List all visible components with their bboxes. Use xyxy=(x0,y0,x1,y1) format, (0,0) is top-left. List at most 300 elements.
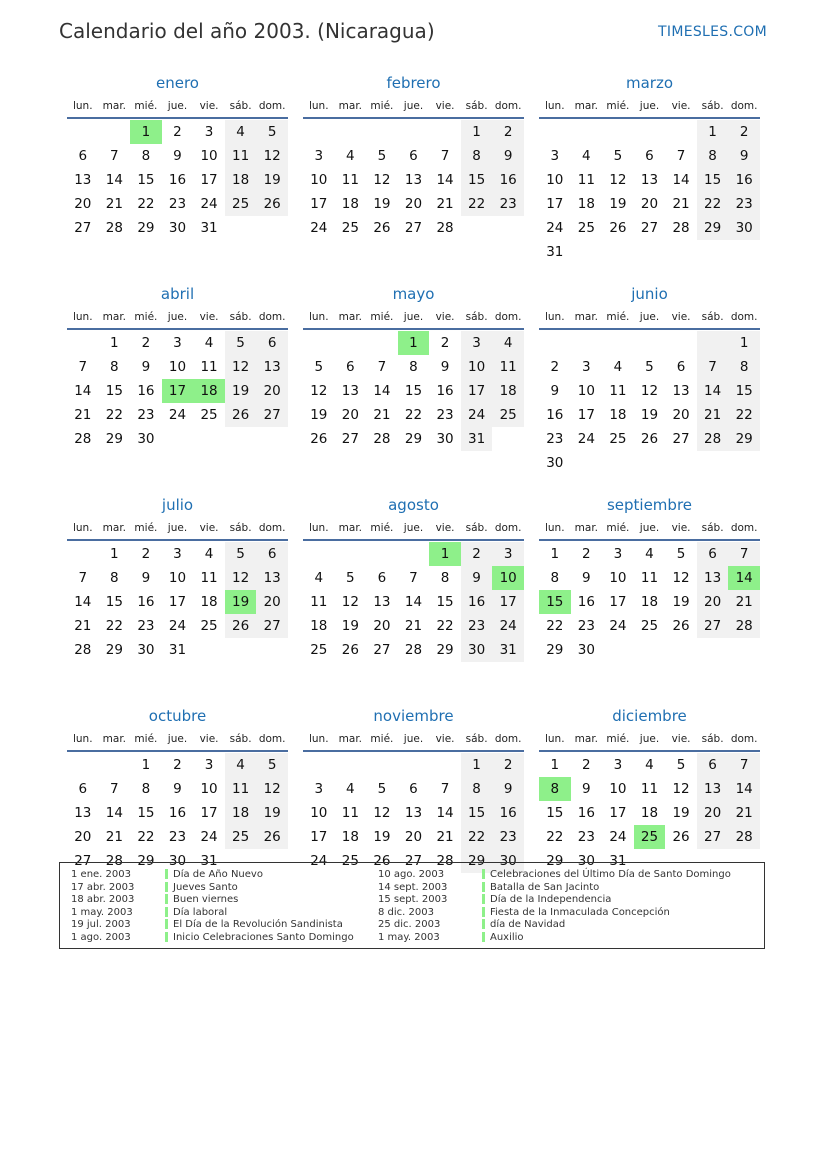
day-cell: 29 xyxy=(728,427,760,451)
day-cell: 2 xyxy=(440,335,450,351)
day-cell: 2 xyxy=(582,546,591,562)
day-cell: 8 xyxy=(141,781,151,797)
day-cell: 15 xyxy=(697,168,729,192)
weekday-label: jue. xyxy=(639,100,660,112)
weekday-label: mar. xyxy=(574,100,599,112)
day-cell: 9 xyxy=(440,359,450,375)
day-cell: 13 xyxy=(404,172,423,188)
weekday-label: sáb. xyxy=(229,733,252,745)
day-cell: 25 xyxy=(200,618,218,634)
day-cell: 18 xyxy=(341,196,359,212)
day-cell: 14 xyxy=(436,172,454,188)
weekday-label: vie. xyxy=(671,100,691,112)
day-cell: 28 xyxy=(728,614,760,638)
day-cell: 2 xyxy=(141,546,151,562)
page-title: Calendario del año 2003. (Nicaragua) xyxy=(59,19,435,43)
weekday-label: sáb. xyxy=(701,311,724,323)
day-cell: 12 xyxy=(373,805,391,821)
weekday-label: dom. xyxy=(258,100,286,112)
holiday-day-cell: 1 xyxy=(429,542,461,566)
day-cell: 16 xyxy=(577,805,595,821)
weekday-label: lun. xyxy=(308,100,329,112)
day-cell: 13 xyxy=(697,566,729,590)
day-cell: 24 xyxy=(577,431,595,447)
day-cell: 28 xyxy=(436,220,454,236)
day-cell: 3 xyxy=(492,542,524,566)
legend-date-text: 18 abr. 2003 xyxy=(71,894,135,905)
day-cell: 9 xyxy=(141,359,151,375)
day-cell: 29 xyxy=(546,642,564,658)
day-cell: 7 xyxy=(110,148,119,164)
day-cell: 11 xyxy=(341,172,359,188)
day-cell: 21 xyxy=(74,618,92,634)
legend-date xyxy=(378,894,447,907)
weekday-label: mié. xyxy=(606,522,630,534)
day-cell: 2 xyxy=(728,120,760,144)
day-cell: 28 xyxy=(728,825,760,849)
day-cell: 2 xyxy=(582,757,591,773)
empty-cell xyxy=(665,120,697,144)
legend-names-right xyxy=(482,869,731,944)
day-grid xyxy=(67,753,288,873)
month-name: agosto xyxy=(388,496,439,514)
weekday-header xyxy=(539,517,760,541)
weekday-header xyxy=(303,517,524,541)
holiday-color-marker xyxy=(482,919,485,929)
day-cell: 14 xyxy=(74,383,92,399)
weekday-label: sáb. xyxy=(465,100,488,112)
day-cell: 18 xyxy=(310,618,328,634)
month-name: junio xyxy=(631,285,668,303)
empty-cell xyxy=(398,542,430,566)
day-cell: 28 xyxy=(105,220,123,236)
day-cell: 4 xyxy=(346,781,355,797)
day-cell: 2 xyxy=(173,757,182,773)
weekday-label: mar. xyxy=(338,733,363,745)
day-cell: 18 xyxy=(640,805,659,821)
day-cell: 22 xyxy=(728,403,760,427)
day-cell: 24 xyxy=(492,614,524,638)
weekday-label: mié. xyxy=(606,311,630,323)
day-cell: 9 xyxy=(173,148,182,164)
empty-cell xyxy=(99,753,131,777)
weekday-label: mié. xyxy=(370,733,394,745)
day-cell: 17 xyxy=(200,805,218,821)
holiday-day-cell: 18 xyxy=(193,379,225,403)
weekday-label: vie. xyxy=(435,311,455,323)
day-cell: 11 xyxy=(640,781,659,797)
day-cell: 11 xyxy=(640,570,659,586)
day-cell: 13 xyxy=(373,594,391,610)
day-cell: 31 xyxy=(546,244,564,260)
month-name: marzo xyxy=(625,74,674,92)
holiday-color-marker xyxy=(482,882,485,892)
month-enero xyxy=(67,70,288,281)
day-cell: 8 xyxy=(461,144,493,168)
day-cell: 9 xyxy=(728,144,760,168)
brand-logo-text[interactable]: TIMESLES.COM xyxy=(658,24,767,40)
weekday-label: vie. xyxy=(671,733,691,745)
day-cell: 28 xyxy=(672,220,690,236)
day-cell: 20 xyxy=(74,196,92,212)
holiday-color-marker xyxy=(482,932,485,942)
day-cell: 28 xyxy=(105,853,123,869)
day-cell: 18 xyxy=(341,829,359,845)
day-cell: 6 xyxy=(78,148,88,164)
day-cell: 9 xyxy=(582,781,591,797)
month-abril xyxy=(67,281,288,492)
weekday-label: mar. xyxy=(338,311,363,323)
day-cell: 14 xyxy=(74,594,92,610)
weekday-label: lun. xyxy=(308,522,329,534)
weekday-label: jue. xyxy=(403,733,424,745)
day-cell: 30 xyxy=(168,220,187,236)
month-name: febrero xyxy=(386,74,441,92)
day-cell: 18 xyxy=(225,801,257,825)
day-cell: 30 xyxy=(461,638,493,662)
day-cell: 10 xyxy=(200,781,218,797)
day-cell: 10 xyxy=(310,805,328,821)
day-cell: 16 xyxy=(168,172,187,188)
weekday-label: mar. xyxy=(338,522,363,534)
empty-cell xyxy=(571,331,603,355)
day-cell: 6 xyxy=(377,570,387,586)
legend-holiday-name xyxy=(482,869,731,882)
day-cell: 30 xyxy=(546,455,564,471)
empty-cell xyxy=(429,120,461,144)
day-cell: 9 xyxy=(550,383,560,399)
legend-date xyxy=(71,932,134,945)
day-cell: 3 xyxy=(204,757,214,773)
weekday-label: mar. xyxy=(102,100,127,112)
day-cell: 12 xyxy=(256,144,288,168)
day-cell: 12 xyxy=(672,570,690,586)
weekday-label: mar. xyxy=(338,100,363,112)
day-cell: 11 xyxy=(200,570,218,586)
day-cell: 28 xyxy=(74,431,92,447)
weekday-label: mié. xyxy=(606,100,630,112)
weekday-label: lun. xyxy=(544,522,565,534)
legend-name-text: Fiesta de la Inmaculada Concepción xyxy=(490,906,670,918)
day-cell: 6 xyxy=(676,359,686,375)
day-cell: 6 xyxy=(697,542,729,566)
day-cell: 7 xyxy=(676,148,686,164)
day-cell: 13 xyxy=(256,355,288,379)
holiday-color-marker xyxy=(482,907,485,917)
day-cell: 6 xyxy=(409,148,418,164)
day-cell: 29 xyxy=(461,849,493,873)
weekday-label: lun. xyxy=(544,733,565,745)
legend-date xyxy=(71,907,134,920)
day-cell: 23 xyxy=(728,192,760,216)
day-cell: 21 xyxy=(105,196,123,212)
day-cell: 20 xyxy=(373,618,391,634)
day-cell: 29 xyxy=(137,853,155,869)
day-cell: 15 xyxy=(436,594,454,610)
holiday-legend xyxy=(59,862,765,949)
day-cell: 26 xyxy=(672,829,690,845)
day-cell: 7 xyxy=(728,542,760,566)
weekday-label: lun. xyxy=(544,311,565,323)
day-cell: 5 xyxy=(225,542,257,566)
day-grid xyxy=(539,542,760,662)
empty-cell xyxy=(303,120,335,144)
day-cell: 17 xyxy=(310,196,328,212)
weekday-label: jue. xyxy=(403,522,424,534)
day-cell: 16 xyxy=(137,594,155,610)
day-cell: 16 xyxy=(461,590,493,614)
day-cell: 19 xyxy=(672,594,690,610)
day-cell: 28 xyxy=(436,853,454,869)
day-grid xyxy=(539,120,760,264)
day-grid xyxy=(303,120,524,240)
empty-cell xyxy=(303,542,335,566)
weekday-label: mié. xyxy=(134,522,158,534)
day-cell: 19 xyxy=(640,407,659,423)
weekday-header xyxy=(303,95,524,119)
day-cell: 14 xyxy=(404,594,423,610)
weekday-label: lun. xyxy=(72,733,93,745)
day-cell: 13 xyxy=(640,172,659,188)
holiday-day-cell: 14 xyxy=(728,566,760,590)
empty-cell xyxy=(539,331,571,355)
day-cell: 30 xyxy=(577,642,595,658)
day-cell: 21 xyxy=(404,618,423,634)
weekday-label: jue. xyxy=(167,311,188,323)
day-cell: 20 xyxy=(74,829,92,845)
month-agosto xyxy=(303,492,524,703)
day-cell: 1 xyxy=(110,546,119,562)
day-cell: 4 xyxy=(204,335,214,351)
day-cell: 29 xyxy=(546,853,564,869)
day-cell: 23 xyxy=(492,192,524,216)
day-cell: 17 xyxy=(310,829,328,845)
day-cell: 24 xyxy=(200,196,218,212)
day-cell: 7 xyxy=(697,355,729,379)
day-cell: 24 xyxy=(168,618,187,634)
day-cell: 15 xyxy=(461,801,493,825)
weekday-label: mar. xyxy=(574,522,599,534)
day-cell: 31 xyxy=(609,853,627,869)
empty-cell xyxy=(366,542,398,566)
weekday-label: dom. xyxy=(730,522,758,534)
legend-holiday-name xyxy=(165,869,354,882)
month-name: diciembre xyxy=(612,707,687,725)
empty-cell xyxy=(634,331,666,355)
day-cell: 30 xyxy=(137,642,155,658)
day-cell: 9 xyxy=(492,144,524,168)
day-cell: 31 xyxy=(461,427,493,451)
day-cell: 10 xyxy=(168,359,187,375)
day-cell: 19 xyxy=(341,618,359,634)
day-cell: 8 xyxy=(110,359,119,375)
empty-cell xyxy=(634,120,666,144)
day-cell: 18 xyxy=(640,594,659,610)
weekday-label: jue. xyxy=(639,733,660,745)
empty-cell xyxy=(571,120,603,144)
day-cell: 22 xyxy=(137,196,155,212)
day-cell: 1 xyxy=(550,546,560,562)
day-cell: 27 xyxy=(256,614,288,638)
day-cell: 8 xyxy=(110,570,119,586)
legend-name-text: Auxilio xyxy=(490,931,524,943)
month-name: septiembre xyxy=(606,496,693,514)
holiday-day-cell: 19 xyxy=(225,590,257,614)
day-cell: 30 xyxy=(492,849,524,873)
day-grid xyxy=(67,120,288,240)
day-cell: 26 xyxy=(640,431,659,447)
day-cell: 10 xyxy=(168,570,187,586)
day-cell: 26 xyxy=(341,642,359,658)
weekday-header xyxy=(539,306,760,330)
day-cell: 21 xyxy=(436,829,454,845)
weekday-label: vie. xyxy=(199,311,219,323)
month-name: mayo xyxy=(392,285,435,303)
day-cell: 16 xyxy=(546,407,564,423)
day-cell: 3 xyxy=(314,781,324,797)
legend-date-text: 10 ago. 2003 xyxy=(378,869,445,880)
day-cell: 9 xyxy=(461,566,493,590)
day-cell: 20 xyxy=(697,801,729,825)
day-cell: 19 xyxy=(256,801,288,825)
day-grid xyxy=(539,331,760,475)
weekday-label: dom. xyxy=(730,311,758,323)
day-cell: 25 xyxy=(609,431,627,447)
weekday-label: vie. xyxy=(435,733,455,745)
legend-date xyxy=(378,907,447,920)
weekday-label: sáb. xyxy=(229,100,252,112)
day-cell: 30 xyxy=(577,853,595,869)
day-cell: 3 xyxy=(613,757,623,773)
weekday-label: dom. xyxy=(494,733,522,745)
holiday-color-marker xyxy=(165,894,168,904)
legend-date xyxy=(71,882,134,895)
legend-name-text: Día de la Independencia xyxy=(490,894,612,905)
holiday-day-cell: 1 xyxy=(398,331,430,355)
day-cell: 19 xyxy=(373,196,391,212)
empty-cell xyxy=(539,120,571,144)
empty-cell xyxy=(303,331,335,355)
day-cell: 27 xyxy=(697,825,729,849)
legend-holiday-name xyxy=(482,882,731,895)
month-name: enero xyxy=(156,74,199,92)
day-cell: 14 xyxy=(436,805,454,821)
day-cell: 5 xyxy=(225,331,257,355)
day-cell: 3 xyxy=(613,546,623,562)
day-cell: 11 xyxy=(310,594,328,610)
day-cell: 12 xyxy=(225,355,257,379)
empty-cell xyxy=(697,331,729,355)
day-cell: 29 xyxy=(404,431,423,447)
day-cell: 17 xyxy=(577,407,595,423)
day-cell: 13 xyxy=(74,172,92,188)
empty-cell xyxy=(335,331,367,355)
day-cell: 29 xyxy=(137,220,155,236)
month-mayo xyxy=(303,281,524,492)
day-cell: 24 xyxy=(310,220,328,236)
day-cell: 29 xyxy=(436,642,454,658)
legend-date xyxy=(378,932,447,945)
day-cell: 6 xyxy=(78,781,88,797)
weekday-header xyxy=(67,95,288,119)
day-cell: 8 xyxy=(461,777,493,801)
day-cell: 20 xyxy=(672,407,690,423)
holiday-color-marker xyxy=(165,907,168,917)
day-cell: 3 xyxy=(461,331,493,355)
legend-name-text: El Día de la Revolución Sandinista xyxy=(173,919,343,930)
weekday-label: lun. xyxy=(308,311,329,323)
day-cell: 7 xyxy=(110,781,119,797)
day-cell: 6 xyxy=(346,359,355,375)
weekday-header xyxy=(539,95,760,119)
legend-date-text: 15 sept. 2003 xyxy=(378,894,448,905)
day-cell: 4 xyxy=(314,570,324,586)
day-cell: 4 xyxy=(204,546,214,562)
day-cell: 22 xyxy=(404,407,423,423)
legend-date-text: 1 ene. 2003 xyxy=(71,869,131,880)
day-grid xyxy=(539,753,760,873)
day-cell: 15 xyxy=(728,379,760,403)
legend-date-text: 1 ago. 2003 xyxy=(71,931,131,943)
legend-date xyxy=(378,919,447,932)
day-cell: 10 xyxy=(577,383,595,399)
holiday-day-cell: 17 xyxy=(162,379,194,403)
weekday-label: mar. xyxy=(102,733,127,745)
day-cell: 28 xyxy=(373,431,391,447)
holiday-color-marker xyxy=(165,919,168,929)
day-cell: 25 xyxy=(341,220,359,236)
day-cell: 24 xyxy=(168,407,187,423)
day-cell: 15 xyxy=(137,805,155,821)
weekday-label: jue. xyxy=(167,522,188,534)
day-cell: 24 xyxy=(461,403,493,427)
day-cell: 17 xyxy=(492,590,524,614)
day-cell: 17 xyxy=(461,379,493,403)
day-cell: 29 xyxy=(105,431,123,447)
legend-date-text: 1 may. 2003 xyxy=(71,906,133,918)
legend-name-text: Buen viernes xyxy=(173,894,239,905)
day-cell: 5 xyxy=(676,546,686,562)
day-cell: 30 xyxy=(137,431,155,447)
day-cell: 14 xyxy=(105,172,123,188)
holiday-color-marker xyxy=(165,882,168,892)
day-cell: 20 xyxy=(341,407,359,423)
day-cell: 21 xyxy=(105,829,123,845)
day-cell: 22 xyxy=(546,829,564,845)
weekday-label: sáb. xyxy=(229,311,252,323)
day-cell: 21 xyxy=(436,196,454,212)
day-cell: 20 xyxy=(697,590,729,614)
day-cell: 14 xyxy=(105,805,123,821)
weekday-label: dom. xyxy=(258,311,286,323)
holiday-day-cell: 15 xyxy=(539,590,571,614)
weekday-label: mié. xyxy=(606,733,630,745)
day-cell: 13 xyxy=(256,566,288,590)
day-cell: 19 xyxy=(672,805,690,821)
day-cell: 27 xyxy=(672,431,690,447)
day-cell: 21 xyxy=(728,590,760,614)
empty-cell xyxy=(398,120,430,144)
weekday-label: vie. xyxy=(435,522,455,534)
day-cell: 23 xyxy=(461,614,493,638)
day-cell: 2 xyxy=(461,542,493,566)
day-cell: 8 xyxy=(409,359,418,375)
day-cell: 12 xyxy=(609,172,627,188)
legend-date-text: 1 may. 2003 xyxy=(378,931,440,943)
day-cell: 9 xyxy=(582,570,591,586)
weekday-label: mié. xyxy=(370,100,394,112)
day-cell: 11 xyxy=(341,805,359,821)
